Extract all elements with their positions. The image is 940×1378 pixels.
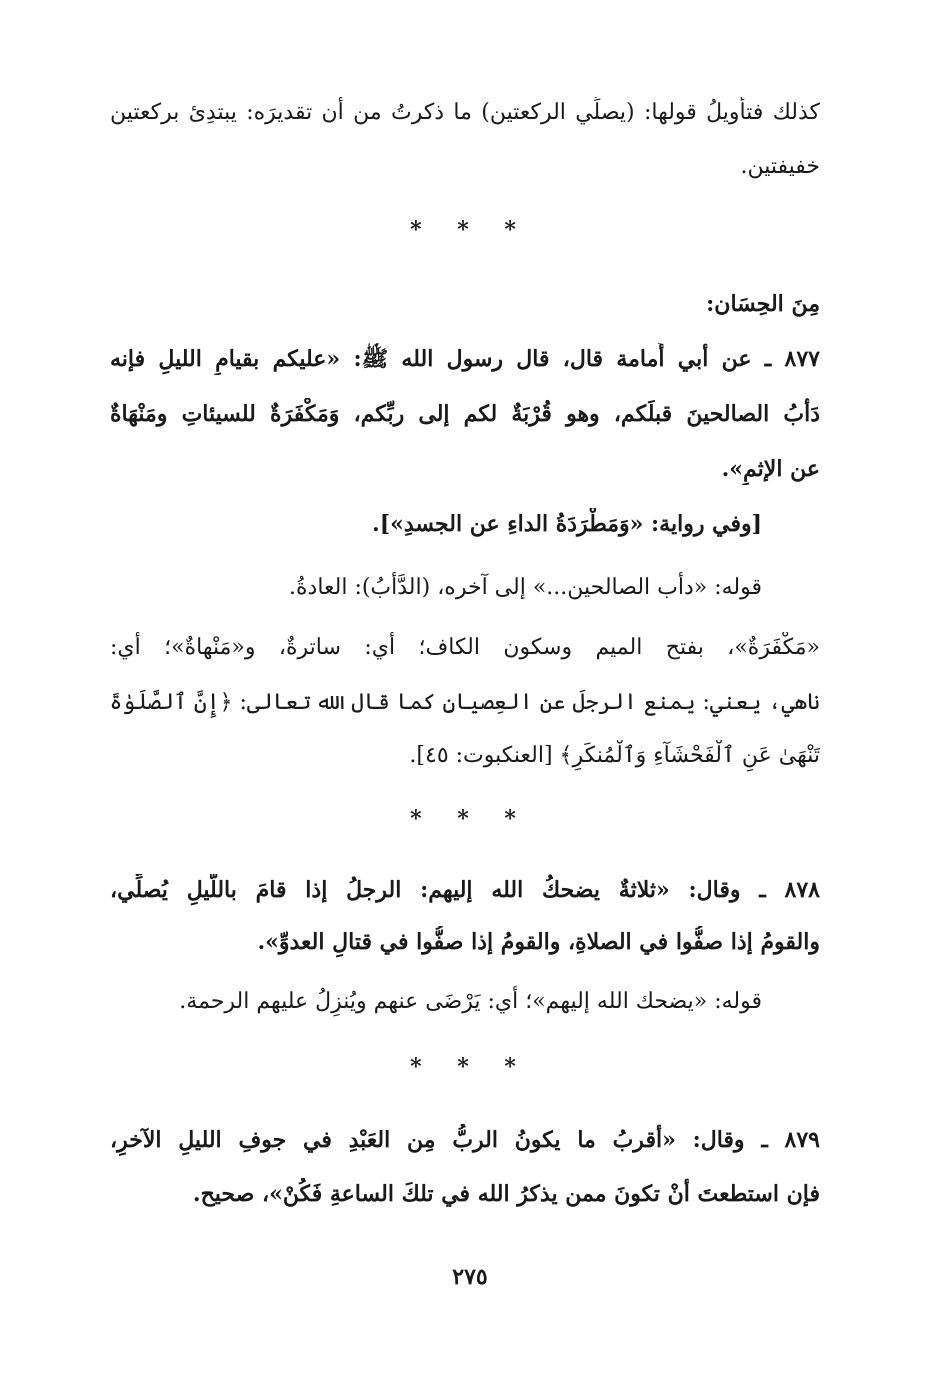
hadith-878-line: والقومُ إذا صفُّوا في الصلاةِ، والقومُ إذا صفُّوا في قتالِ العدوِّ». [257, 929, 820, 955]
hadith-877-line: عن الإثمِ». [721, 456, 820, 482]
hadith-877-line: ٨٧٧ ـ عن أبي أُمامة قال، قال رسول الله ﷺ: «عليكم بقيامِ الليلِ فإنه [110, 346, 820, 372]
riwaya-line: [وفي رواية: «وَمَطْرَدَةُ الداءِ عن الجسدِ»]. [372, 511, 762, 537]
hadith-879-line: ٨٧٩ ـ وقال: «أقربُ ما يكونُ الربُّ مِن العَبْدِ في جوفِ الليلِ الآخرِ، [110, 1127, 820, 1153]
hadith-877-line: دَأْبُ الصالحينَ قبلَكم، وهو قُرْبَةٌ لكم إلى ربِّكم، وَمَكْفَرَةٌ للسيئاتِ ومَنْهَاةٌ [110, 401, 820, 427]
commentary-line: ناهي، يعني: يمنع الرجلَ عن العِصيانِ كما قال الله تعالى: ﴿إِنَّ ٱلصَّلَوٰةَ [110, 690, 820, 715]
text-line: كذلك فتأويلُ قولها: (يصلِّي الركعتين) ما ذكرتُ من أن تقديرَه: يبتدِئ بركعتين [110, 100, 820, 125]
commentary-line: «مَكْفَرَةٌ»، بفتح الميم وسكون الكاف؛ أي: ساترةٌ، و«مَنْهاةٌ»؛ أي: [110, 635, 820, 660]
section-separator: * * * [410, 1054, 530, 1080]
page-number: ٢٧٥ [452, 1264, 488, 1290]
section-separator: * * * [410, 806, 530, 832]
section-separator: * * * [410, 217, 530, 243]
commentary-line: تَنْهَىٰ عَنِ ٱلْفَحْشَآءِ وَٱلْمُنكَرِ﴾ [العنكبوت: ٤٥]. [409, 743, 820, 768]
commentary-line: قوله: «يضحك الله إليهم»؛ أي: يَرْضَى عنهم ويُنزِلُ عليهم الرحمة. [179, 989, 762, 1014]
text-line: خفيفتين. [740, 154, 820, 179]
hadith-878-line: ٨٧٨ ـ وقال: «ثلاثةٌ يضحكُ الله إليهم: الرجلُ إذا قامَ باللَّيلِ يُصلِّي، [110, 877, 820, 903]
hadith-879-line: فإن استطعتَ أنْ تكونَ ممن يذكرُ الله في تلكَ الساعةِ فَكُنْ»، صحيح. [192, 1181, 820, 1207]
commentary-line: قوله: «دأب الصالحين...» إلى آخره، (الدَّأْبُ): العادةُ. [289, 575, 762, 600]
section-heading: مِنَ الحِسَان: [706, 291, 820, 317]
